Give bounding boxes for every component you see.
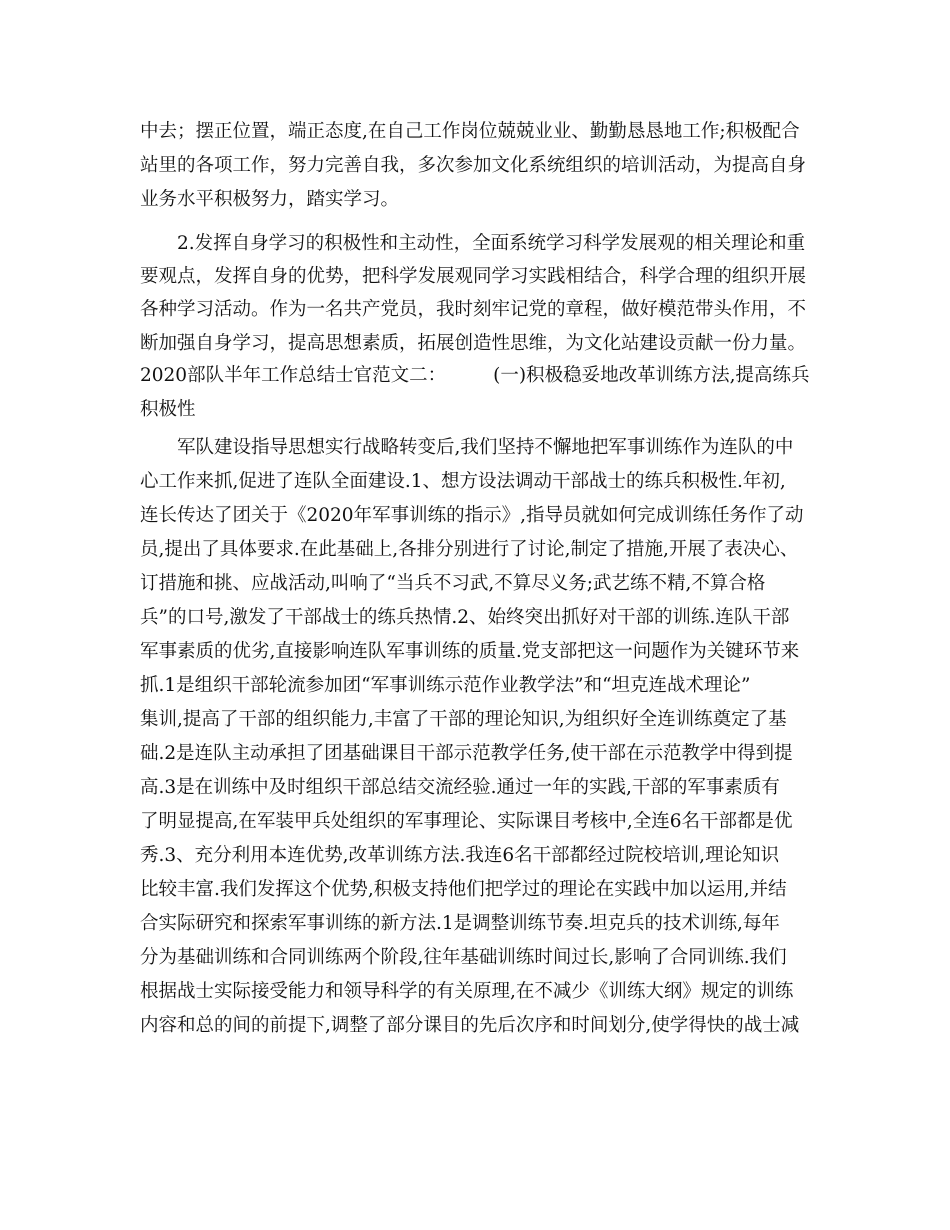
text-line: 比较丰富.我们发挥这个优势,积极支持他们把学过的理论在实践中加以运用,并结	[140, 879, 787, 900]
text-line: 合实际研究和探索军事训练的新方法.1是调整训练节奏.坦克兵的技术训练,每年	[140, 913, 780, 934]
text-line: 业务水平积极努力，踏实学习。	[140, 189, 400, 210]
text-line: 内容和总的间的前提下,调整了部分课目的先后次序和时间划分,使学得快的战士减	[140, 1015, 800, 1036]
text-line: 抓.1是组织干部轮流参加团“军事训练示范作业教学法”和“坦克连战术理论”	[140, 675, 751, 696]
text-line: 连长传达了团关于《2020年军事训练的指示》,指导员就如何完成训练任务作了动	[140, 505, 804, 526]
text-line: 断加强自身学习，提高思想素质，拓展创造性思维，为文化站建设贡献一份力量。	[140, 333, 807, 354]
text-line: 站里的各项工作，努力完善自我，多次参加文化系统组织的培训活动，为提高自身	[140, 155, 807, 176]
text-line: 要观点，发挥自身的优势，把科学发展观同学习实践相结合，科学合理的组织开展	[140, 266, 807, 287]
text-line: 订措施和挑、应战活动,叫响了“当兵不习武,不算尽义务;武艺练不精,不算合格	[140, 573, 766, 594]
text-line: 各种学习活动。作为一名共产党员，我时刻牢记党的章程，做好模范带头作用，不	[140, 299, 807, 320]
text-line: 心工作来抓,促进了连队全面建设.1、想方设法调动干部战士的练兵积极性.年初,	[140, 471, 786, 492]
text-line: 中去；摆正位置，端正态度,在自己工作岗位兢兢业业、勤勤恳恳地工作;积极配合	[140, 121, 800, 142]
section-heading-line: 积极性	[140, 399, 196, 420]
text-line: 根据战士实际接受能力和领导科学的有关原理,在不减少《训练大纲》规定的训练	[140, 981, 794, 1002]
text-line: 军队建设指导思想实行战略转变后,我们坚持不懈地把军事训练作为连队的中	[177, 437, 794, 458]
section-heading-line: 2020部队半年工作总结士官范文二： (一)积极稳妥地改革训练方法,提高练兵	[140, 365, 810, 386]
text-line: 了明显提高,在军装甲兵处组织的军事理论、实际课目考核中,全连6名干部都是优	[140, 811, 793, 832]
text-line: 员,提出了具体要求.在此基础上,各排分别进行了讨论,制定了措施,开展了表决心、	[140, 539, 799, 560]
text-line: 兵”的口号,激发了干部战士的练兵热情.2、始终突出抓好对干部的训练.连队干部	[140, 607, 790, 628]
text-line: 秀.3、充分利用本连优势,改革训练方法.我连6名干部都经过院校培训,理论知识	[140, 845, 780, 866]
text-line: 集训,提高了干部的组织能力,丰富了干部的理论知识,为组织好全连训练奠定了基	[140, 709, 787, 730]
text-line: 分为基础训练和合同训练两个阶段,往年基础训练时间过长,影响了合同训练.我们	[140, 947, 787, 968]
text-line: 础.2是连队主动承担了团基础课目干部示范教学任务,使干部在示范教学中得到提	[140, 743, 793, 764]
text-line: 军事素质的优劣,直接影响连队军事训练的质量.党支部把这一问题作为关键环节来	[140, 641, 800, 662]
text-line: 高.3是在训练中及时组织干部总结交流经验.通过一年的实践,干部的军事素质有	[140, 777, 780, 798]
text-line: 2.发挥自身学习的积极性和主动性，全面系统学习科学发展观的相关理论和重	[177, 233, 806, 254]
